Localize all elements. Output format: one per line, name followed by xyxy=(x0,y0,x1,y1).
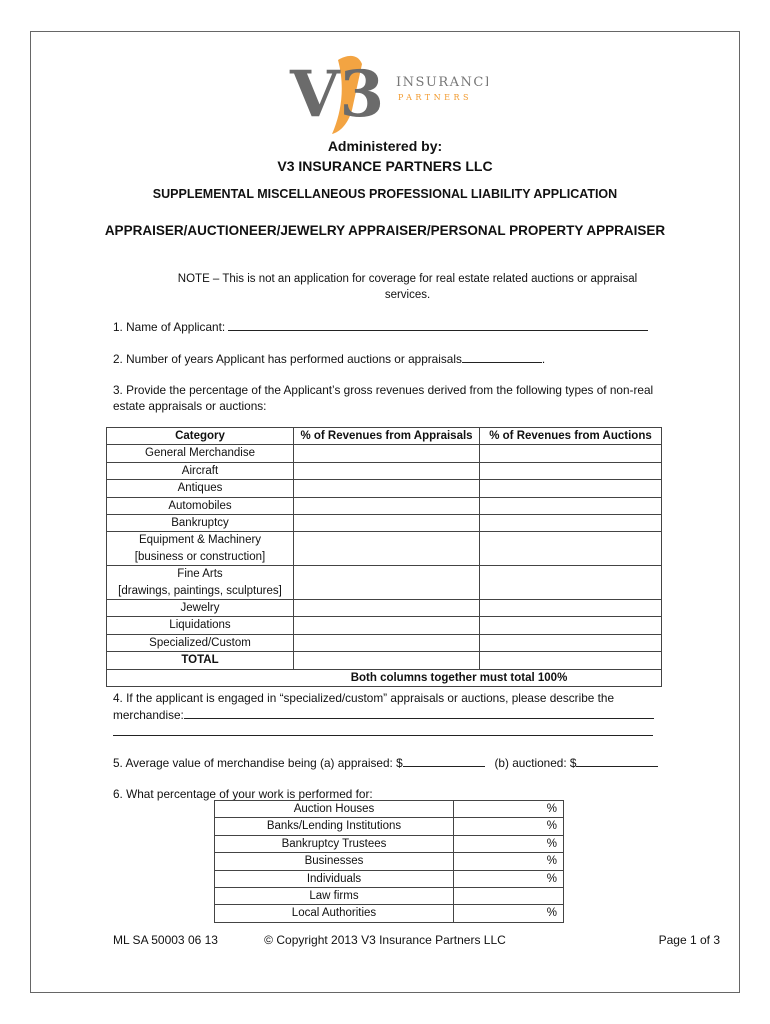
total-auction-cell[interactable] xyxy=(480,652,662,669)
auction-input-cell[interactable] xyxy=(480,600,662,617)
category-cell: General Merchandise xyxy=(107,445,294,462)
appraisal-input-cell[interactable] xyxy=(294,497,480,514)
appraisal-input-cell[interactable] xyxy=(294,634,480,651)
percent-input-cell[interactable]: % xyxy=(454,801,564,818)
category-cell: Antiques xyxy=(107,480,294,497)
work-category: Auction Houses xyxy=(215,801,454,818)
appraisal-input-cell[interactable] xyxy=(294,532,480,566)
merchandise-field[interactable] xyxy=(184,706,654,719)
category-cell: Liquidations xyxy=(107,617,294,634)
percent-input-cell[interactable]: % xyxy=(454,835,564,852)
table-row xyxy=(215,905,564,922)
total-footnote: Both columns together must total 100% xyxy=(107,669,662,686)
auction-input-cell[interactable] xyxy=(480,462,662,479)
category-cell: Aircraft xyxy=(107,462,294,479)
auction-input-cell[interactable] xyxy=(480,617,662,634)
header-appraisals: % of Revenues from Appraisals xyxy=(294,428,480,445)
auction-input-cell[interactable] xyxy=(480,480,662,497)
percent-input-cell[interactable] xyxy=(454,888,564,905)
company-name: V3 INSURANCE PARTNERS LLC xyxy=(277,158,493,174)
form-number: ML SA 50003 06 13 xyxy=(113,933,218,947)
v3-logo-icon xyxy=(288,50,488,136)
work-category: Individuals xyxy=(215,870,454,887)
auction-input-cell[interactable] xyxy=(480,497,662,514)
percent-input-cell[interactable]: % xyxy=(454,870,564,887)
table-row xyxy=(215,870,564,887)
question-2: 2. Number of years Applicant has performed auctions or appraisals . xyxy=(113,352,546,366)
svg-text:V3: V3 xyxy=(290,57,385,132)
table-row xyxy=(107,497,662,514)
header-auctions: % of Revenues from Auctions xyxy=(480,428,662,445)
category-subline: [business or construction] xyxy=(134,550,266,563)
form-subtitle: APPRAISER/AUCTIONEER/JEWELRY APPRAISER/PERSONAL PROPERTY APPRAISER xyxy=(104,223,666,238)
svg-text:PARTNERS: PARTNERS xyxy=(398,93,472,102)
work-category: Bankruptcy Trustees xyxy=(215,835,454,852)
question-2-label: 2. Number of years Applicant has performed auctions or appraisals xyxy=(113,352,462,366)
table-row xyxy=(107,634,662,651)
category-subline: [drawings, paintings, sculptures] xyxy=(118,584,282,597)
percent-input-cell[interactable]: % xyxy=(454,853,564,870)
appraisal-input-cell[interactable] xyxy=(294,462,480,479)
category-cell: Jewelry xyxy=(107,600,294,617)
table-row xyxy=(215,835,564,852)
percent-input-cell[interactable]: % xyxy=(454,818,564,835)
question-1-label: 1. Name of Applicant: xyxy=(113,320,226,334)
merchandise-field-line-2[interactable] xyxy=(113,735,653,736)
table-row xyxy=(107,566,662,600)
work-category: Businesses xyxy=(215,853,454,870)
table-row xyxy=(107,617,662,634)
applicant-name-field[interactable] xyxy=(228,318,648,331)
revenue-table xyxy=(106,427,662,687)
appraisal-input-cell[interactable] xyxy=(294,566,480,600)
work-category: Local Authorities xyxy=(215,905,454,922)
form-title: SUPPLEMENTAL MISCELLANEOUS PROFESSIONAL LIABILITY APPLICATION xyxy=(152,187,618,201)
category-cell: Bankruptcy xyxy=(107,515,294,532)
appraisal-input-cell[interactable] xyxy=(294,515,480,532)
appraisal-input-cell[interactable] xyxy=(294,445,480,462)
appraisal-input-cell[interactable] xyxy=(294,600,480,617)
note-text: NOTE – This is not an application for coverage for real estate related auctions or appraisal services. xyxy=(177,273,638,301)
auction-input-cell[interactable] xyxy=(480,515,662,532)
question-5b-label: (b) auctioned: $ xyxy=(494,756,577,770)
header-category: Category xyxy=(107,428,294,445)
question-4-label: 4. If the applicant is engaged in “specialized/custom” appraisals or auctions, please describe the merchandise: xyxy=(113,691,614,722)
appraisal-input-cell[interactable] xyxy=(294,480,480,497)
question-5a-label: 5. Average value of merchandise being (a) appraised: $ xyxy=(113,756,403,770)
work-percentage-table xyxy=(214,800,564,923)
table-row xyxy=(215,801,564,818)
question-4 xyxy=(113,690,658,723)
administered-by: Administered by: xyxy=(327,138,443,154)
table-row xyxy=(107,600,662,617)
category-cell: Automobiles xyxy=(107,497,294,514)
page-number: Page 1 of 3 xyxy=(658,933,720,947)
total-appraisal-cell[interactable] xyxy=(294,652,480,669)
work-category: Banks/Lending Institutions xyxy=(215,818,454,835)
svg-text:INSURANCE: INSURANCE xyxy=(396,75,488,90)
table-row xyxy=(107,462,662,479)
auction-input-cell[interactable] xyxy=(480,634,662,651)
appraised-value-field[interactable] xyxy=(403,754,485,767)
auction-input-cell[interactable] xyxy=(480,566,662,600)
table-header-row xyxy=(107,428,662,445)
table-row xyxy=(215,818,564,835)
table-row xyxy=(107,480,662,497)
auction-input-cell[interactable] xyxy=(480,445,662,462)
auctioned-value-field[interactable] xyxy=(576,754,658,767)
table-row xyxy=(107,532,662,566)
total-row xyxy=(107,652,662,669)
question-6: 6. What percentage of your work is performed for: xyxy=(113,787,373,801)
question-3: 3. Provide the percentage of the Applicant’s gross revenues derived from the following types of non-real estate appraisals or auctions: xyxy=(113,383,654,413)
category-line: Fine Arts xyxy=(177,568,223,581)
table-row xyxy=(107,445,662,462)
footnote-row xyxy=(107,669,662,686)
question-5 xyxy=(113,754,658,771)
category-line: Equipment & Machinery xyxy=(138,534,262,547)
category-cell: Specialized/Custom xyxy=(107,634,294,651)
table-row xyxy=(215,888,564,905)
auction-input-cell[interactable] xyxy=(480,532,662,566)
work-category: Law firms xyxy=(215,888,454,905)
copyright: © Copyright 2013 V3 Insurance Partners LLC xyxy=(264,933,506,947)
company-logo xyxy=(288,50,488,136)
appraisal-input-cell[interactable] xyxy=(294,617,480,634)
question-1 xyxy=(113,318,648,335)
table-row xyxy=(107,515,662,532)
percent-input-cell[interactable]: % xyxy=(454,905,564,922)
category-cell xyxy=(107,566,294,600)
years-field[interactable] xyxy=(462,350,542,363)
category-cell xyxy=(107,532,294,566)
total-label: TOTAL xyxy=(107,652,294,669)
table-row xyxy=(215,853,564,870)
